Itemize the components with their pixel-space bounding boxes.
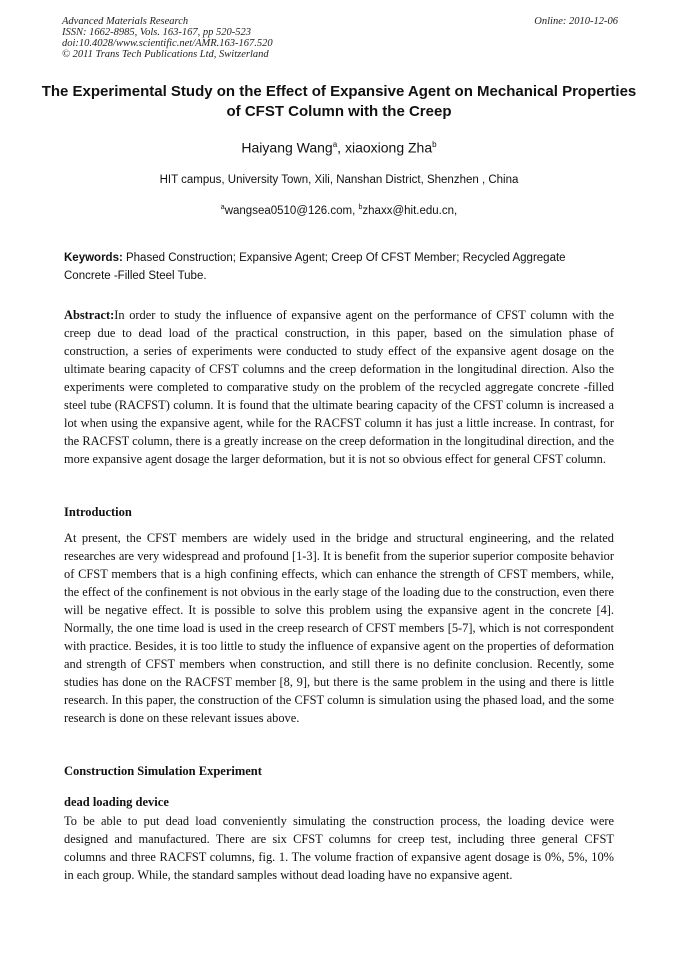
construction-heading: Construction Simulation Experiment <box>64 764 262 778</box>
copyright-line: © 2011 Trans Tech Publications Ltd, Switzerland <box>62 49 269 60</box>
abstract-label: Abstract: <box>64 308 115 322</box>
affiliation: HIT campus, University Town, Xili, Nanshan District, Shenzhen , China <box>159 174 519 186</box>
author-2: xiaoxiong Zha <box>344 139 433 156</box>
dead-loading-heading: dead loading device <box>64 795 169 809</box>
author-list <box>40 136 638 157</box>
dead-loading-text: To be able to put dead load conveniently simulating the construction process, the loading device were designed and manufactured. There are six CFST columns for creep test, including three general CFST columns and three RACFST columns, fig. 1. The volume fraction of expansive agent dosage is 0%, 5%, 10% in each group. While, the standard samples without dead loading have no expansive agent. <box>64 814 614 883</box>
author-emails <box>40 200 638 219</box>
keywords-text: Phased Construction; Expansive Agent; Creep Of CFST Member; Recycled Aggregate Concrete -Filled Steel Tube. <box>64 252 566 282</box>
email-b-sup: b <box>358 204 363 211</box>
keywords-label: Keywords: <box>64 252 123 264</box>
email-a-sup: a <box>220 204 225 211</box>
doi-line: doi:10.4028/www.scientific.net/AMR.163-167.520 <box>62 38 273 49</box>
abstract-text: In order to study the influence of expansive agent on the performance of CFST column with the creep due to dead load of the practical construction, in this paper, based on the simulation phase of construction, a series of experiments were conducted to study effect of the expansive agent dosage on the ultimate bearing capacity of CFST columns and the creep deformation in the longitudinal direction. Also the experiments were completed to comparative study on the problem of the recycled aggregate concrete -filled steel tube (RACFST) column. It is found that the ultimate bearing capacity of the CFST column is increased a lot when using the expansive agent, while for the RACFST column it has just a little increase. In contrast, for the RACFST column, there is a greatly increase on the creep deformation in the longitudinal direction, and the more expansive agent dosage the larger deformation, but it is not so obvious effect for general CFST column. <box>64 308 614 467</box>
email-b: zhaxx@hit.edu.cn, <box>362 204 458 217</box>
author-2-sup: b <box>432 140 437 149</box>
author-1: Haiyang Wang <box>241 139 333 156</box>
keywords <box>64 249 614 285</box>
introduction-heading: Introduction <box>64 505 132 519</box>
author-1-sup: a <box>332 140 338 149</box>
introduction-text: At present, the CFST members are widely used in the bridge and structural engineering, and the related researches are very widespread and profound [1-3]. It is benefit from the superior superior composite behavior of CFST members that is a high confining effects, which can enhance the strength of CFST members, while, the effect of the confinement is not obvious in the early stage of the loading due to the construction, even there will be negative effect. It is possible to solve this problem using the expansive agent in the concrete [4]. Normally, the one time load is used in the creep research of CFST members [5-7], which is not correspondent with practice. Besides, it is too little to study the influence of expansive agent on the properties of deformation and strength of CFST members when construction, and still there is no definite conclusion. Recently, some studies has done on the RACFST member [8, 9], but there is the same problem in the using and there is little research. In this paper, the construction of the CFST column is simulation using the phased load, and the some research is done on these relevant issues above. <box>64 531 614 726</box>
journal-name: Advanced Materials Research <box>62 16 189 27</box>
issn-line: ISSN: 1662-8985, Vols. 163-167, pp 520-523 <box>62 27 251 38</box>
author-separator: , <box>337 139 345 156</box>
journal-header <box>62 16 618 60</box>
email-a: wangsea0510@126.com, <box>224 204 359 217</box>
paper-title: The Experimental Study on the Effect of Expansive Agent on Mechanical Properties of CFST Column with the Creep <box>41 83 637 120</box>
abstract <box>64 306 614 468</box>
online-date: Online: 2010-12-06 <box>534 16 618 27</box>
